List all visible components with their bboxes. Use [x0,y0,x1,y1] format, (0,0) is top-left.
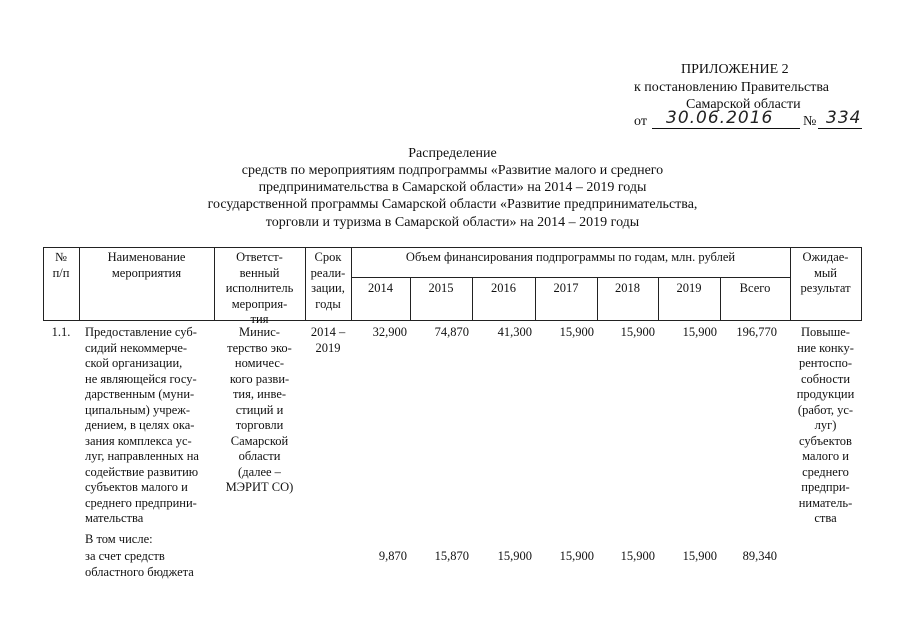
number-prefix: № [803,114,817,129]
handwritten-date: 30.06.2016 [666,108,774,128]
header-term: Срок реали- зации, годы [310,250,346,311]
document-title-line-1: Распределение [408,146,497,161]
header-num: № п/п [52,250,70,280]
header-result: Ожидае- мый результат [800,250,851,295]
years-header-divider [351,277,790,278]
row-name: Предоставление суб- сидий некоммерче- ской организации, не являющейся госу- дарственным (муни- ципальным) учреж- дением, в целях ока- зания комплекса ус- луг, направленных на содействие развитию субъектов малого и среднего предприни- мательства [85,325,199,525]
header-year-2014: 2014 [368,281,393,295]
sub-row-value-2014: 9,870 [378,549,407,563]
header-year-2016: 2016 [491,281,516,295]
number-underline [818,128,862,129]
including-label: В том числе: [85,532,153,546]
date-underline [652,128,800,129]
row-value-2017: 15,900 [559,325,594,339]
row-value-total: 196,770 [736,325,777,339]
sub-row-value-total: 89,340 [742,549,777,563]
date-prefix: от [634,114,647,129]
handwritten-number: 334 [826,108,862,128]
row-term: 2014 – 2019 [310,325,346,355]
appendix-title: ПРИЛОЖЕНИЕ 2 [681,62,789,77]
row-num: 1.1. [51,325,71,339]
row-value-2019: 15,900 [682,325,717,339]
sub-row-value-2015: 15,870 [434,549,469,563]
header-responsible: Ответст- венный исполнитель мероприя- тия [225,250,294,326]
sub-row-value-2016: 15,900 [497,549,532,563]
header-bottom-border [43,320,862,321]
table-top-border [43,247,862,248]
header-name: Наименование мероприятия [107,250,186,280]
row-value-2015: 74,870 [434,325,469,339]
document-title-line-3: предпринимательства в Самарской области» на 2014 – 2019 годы [258,180,647,195]
document-title-line-2: средств по мероприятиям подпрограммы «Развитие малого и среднего [241,163,664,178]
header-funding-group: Объем финансирования подпрограммы по годам, млн. рублей [405,250,736,264]
sub-row-name: за счет средств областного бюджета [85,549,194,579]
document-title-line-4: государственной программы Самарской области «Развитие предпринимательства, [207,197,698,212]
appendix-line-2: к постановлению Правительства [634,80,830,95]
header-total: Всего [739,281,771,295]
col-border-right [861,247,862,321]
header-year-2015: 2015 [428,281,454,295]
sub-row-value-2018: 15,900 [620,549,655,563]
row-value-2014: 32,900 [372,325,407,339]
sub-row-value-2017: 15,900 [559,549,594,563]
header-year-2019: 2019 [676,281,702,295]
header-year-2018: 2018 [615,281,640,295]
row-value-2016: 41,300 [497,325,532,339]
header-year-2017: 2017 [553,281,579,295]
row-result: Повыше- ние конку- рентоспо- собности продукции (работ, ус- луг) субъектов малого и среднего предпри- ниматель- ства [796,325,855,525]
row-value-2018: 15,900 [620,325,655,339]
row-responsible: Минис- терство эко- номичес- кого разви- тия, инве- стиций и торговли Самарской области (далее – МЭРИТ СО) [225,325,294,494]
sub-row-value-2019: 15,900 [682,549,717,563]
document-title-line-5: торговли и туризма в Самарской области» на 2014 – 2019 годы [265,215,640,230]
appendix-line-3: Самарской области [686,97,801,112]
